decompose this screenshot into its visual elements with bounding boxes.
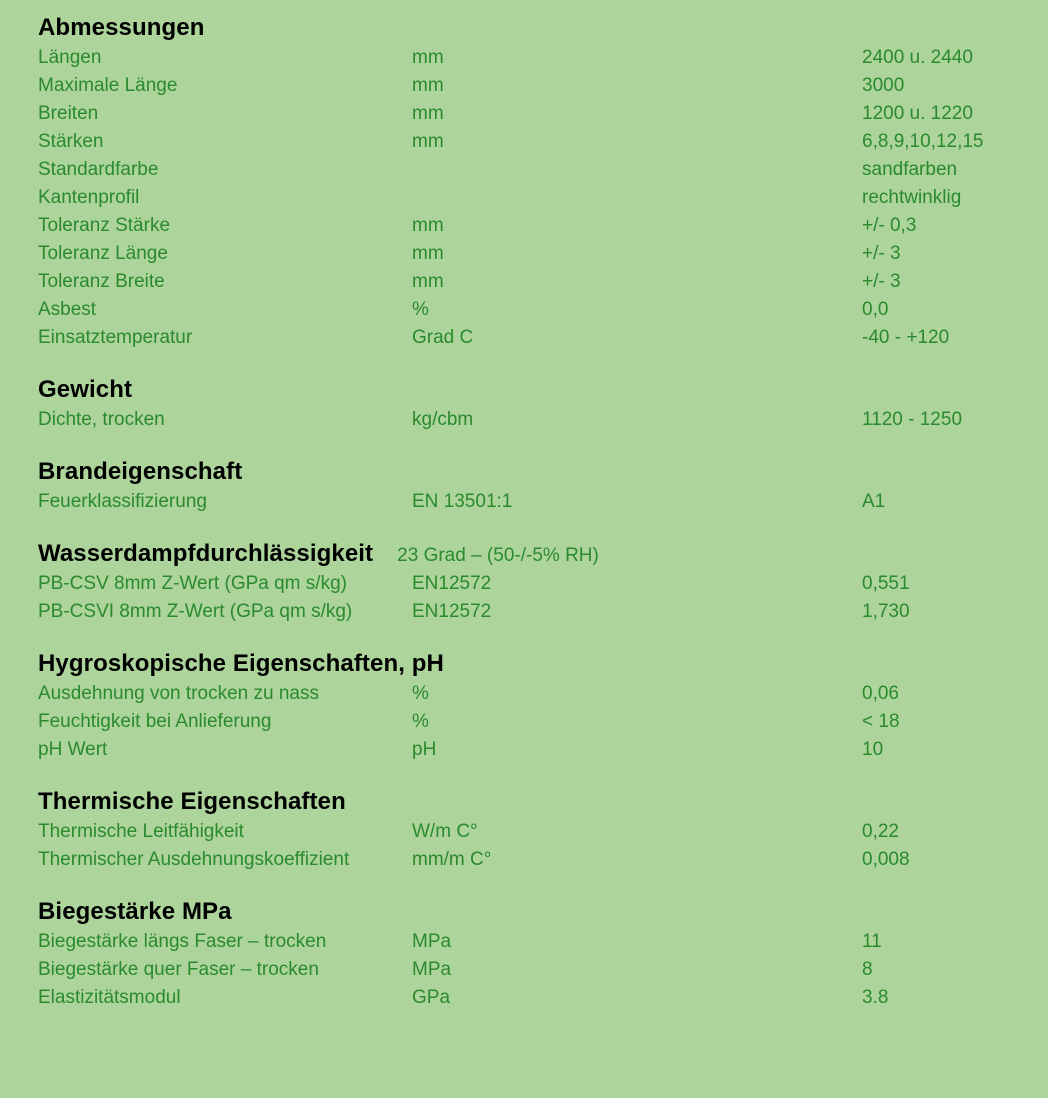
table-row xyxy=(38,212,1018,240)
table-row xyxy=(38,570,1018,598)
table-row xyxy=(38,956,1018,984)
row-unit: MPa xyxy=(412,931,452,952)
section-title: Biegestärke MPa xyxy=(38,898,232,925)
row-label: Thermischer Ausdehnungskoeffizient xyxy=(38,849,350,870)
row-value: 0,551 xyxy=(862,573,910,594)
row-unit: mm xyxy=(412,75,444,96)
table-row xyxy=(38,818,1018,846)
table-row xyxy=(38,488,1018,516)
row-label: Breiten xyxy=(38,103,99,124)
section-title: Hygroskopische Eigenschaften, pH xyxy=(38,650,444,677)
section-gewicht xyxy=(38,376,1018,434)
table-row xyxy=(38,128,1018,156)
row-unit: mm xyxy=(412,215,444,236)
row-value: < 18 xyxy=(862,711,900,732)
row-value: 1200 u. 1220 xyxy=(862,103,973,124)
row-value: +/- 3 xyxy=(862,271,901,292)
section-brandeigenschaft xyxy=(38,458,1018,516)
table-row xyxy=(38,736,1018,764)
row-label: Stärken xyxy=(38,131,104,152)
spec-sheet xyxy=(38,14,1018,1032)
row-label: Asbest xyxy=(38,299,97,320)
table-row xyxy=(38,240,1018,268)
row-unit: EN 13501:1 xyxy=(412,491,513,512)
row-unit: mm xyxy=(412,131,444,152)
table-row xyxy=(38,406,1018,434)
row-value: A1 xyxy=(862,491,886,512)
row-value: 3000 xyxy=(862,75,905,96)
section-thermische-eigenschaften xyxy=(38,788,1018,874)
section-title: Abmessungen xyxy=(38,14,205,41)
table-row xyxy=(38,44,1018,72)
row-unit: % xyxy=(412,683,429,704)
row-value: -40 - +120 xyxy=(862,327,950,348)
row-label: Maximale Länge xyxy=(38,75,178,96)
section-title: Brandeigenschaft xyxy=(38,458,243,485)
row-label: Biegestärke längs Faser – trocken xyxy=(38,931,327,952)
section-title: Gewicht xyxy=(38,376,133,403)
row-label: Biegestärke quer Faser – trocken xyxy=(38,959,319,980)
table-row xyxy=(38,100,1018,128)
row-label: PB-CSV 8mm Z-Wert (GPa qm s/kg) xyxy=(38,573,347,594)
row-value: 3.8 xyxy=(862,987,889,1008)
row-label: PB-CSVI 8mm Z-Wert (GPa qm s/kg) xyxy=(38,601,353,622)
section-abmessungen xyxy=(38,14,1018,352)
table-row xyxy=(38,184,1018,212)
row-label: Kantenprofil xyxy=(38,187,140,208)
row-unit: mm xyxy=(412,103,444,124)
row-value: 1120 - 1250 xyxy=(862,409,963,430)
section-wasserdampfdurchlaessigkeit xyxy=(38,540,1018,626)
row-value: +/- 3 xyxy=(862,243,901,264)
section-biegestaerke xyxy=(38,898,1018,1012)
row-unit: EN12572 xyxy=(412,573,492,594)
section-note: 23 Grad – (50-/-5% RH) xyxy=(397,545,599,566)
row-label: Dichte, trocken xyxy=(38,409,165,430)
row-value: 0,06 xyxy=(862,683,899,704)
row-label: Ausdehnung von trocken zu nass xyxy=(38,683,319,704)
row-unit: mm xyxy=(412,271,444,292)
row-unit: % xyxy=(412,711,429,732)
row-value: 1,730 xyxy=(862,601,910,622)
row-label: Feuerklassifizierung xyxy=(38,491,207,512)
row-label: Toleranz Breite xyxy=(38,271,165,292)
row-unit: pH xyxy=(412,739,437,760)
row-label: Einsatztemperatur xyxy=(38,327,193,348)
row-value: 0,008 xyxy=(862,849,910,870)
row-unit: mm/m C° xyxy=(412,849,492,870)
table-row xyxy=(38,680,1018,708)
table-row xyxy=(38,708,1018,736)
table-row xyxy=(38,72,1018,100)
row-label: pH Wert xyxy=(38,739,108,760)
row-value: 0,0 xyxy=(862,299,889,320)
row-value: sandfarben xyxy=(862,159,958,180)
row-unit: mm xyxy=(412,243,444,264)
row-unit: EN12572 xyxy=(412,601,492,622)
table-row xyxy=(38,984,1018,1012)
row-label: Elastizitätsmodul xyxy=(38,987,181,1008)
table-row xyxy=(38,324,1018,352)
row-value: 10 xyxy=(862,739,884,760)
row-value: +/- 0,3 xyxy=(862,215,917,236)
row-label: Toleranz Länge xyxy=(38,243,168,264)
row-label: Toleranz Stärke xyxy=(38,215,171,236)
row-value: 11 xyxy=(862,931,882,952)
row-label: Längen xyxy=(38,47,102,68)
row-value: 8 xyxy=(862,959,873,980)
section-title: Thermische Eigenschaften xyxy=(38,788,346,815)
row-unit: MPa xyxy=(412,959,452,980)
row-unit: W/m C° xyxy=(412,821,478,842)
row-unit: Grad C xyxy=(412,327,474,348)
table-row xyxy=(38,156,1018,184)
table-row xyxy=(38,268,1018,296)
section-hygroskopische-eigenschaften xyxy=(38,650,1018,764)
table-row xyxy=(38,296,1018,324)
row-label: Standardfarbe xyxy=(38,159,159,180)
row-label: Thermische Leitfähigkeit xyxy=(38,821,244,842)
table-row xyxy=(38,598,1018,626)
row-unit: GPa xyxy=(412,987,451,1008)
row-unit: % xyxy=(412,299,429,320)
table-row xyxy=(38,846,1018,874)
row-unit: kg/cbm xyxy=(412,409,474,430)
row-value: 0,22 xyxy=(862,821,899,842)
row-label: Feuchtigkeit bei Anlieferung xyxy=(38,711,272,732)
row-unit: mm xyxy=(412,47,444,68)
table-row xyxy=(38,928,1018,956)
section-title: Wasserdampfdurchlässigkeit xyxy=(38,540,374,567)
row-value: 2400 u. 2440 xyxy=(862,47,973,68)
row-value: rechtwinklig xyxy=(862,187,962,208)
row-value: 6,8,9,10,12,15 xyxy=(862,131,984,152)
